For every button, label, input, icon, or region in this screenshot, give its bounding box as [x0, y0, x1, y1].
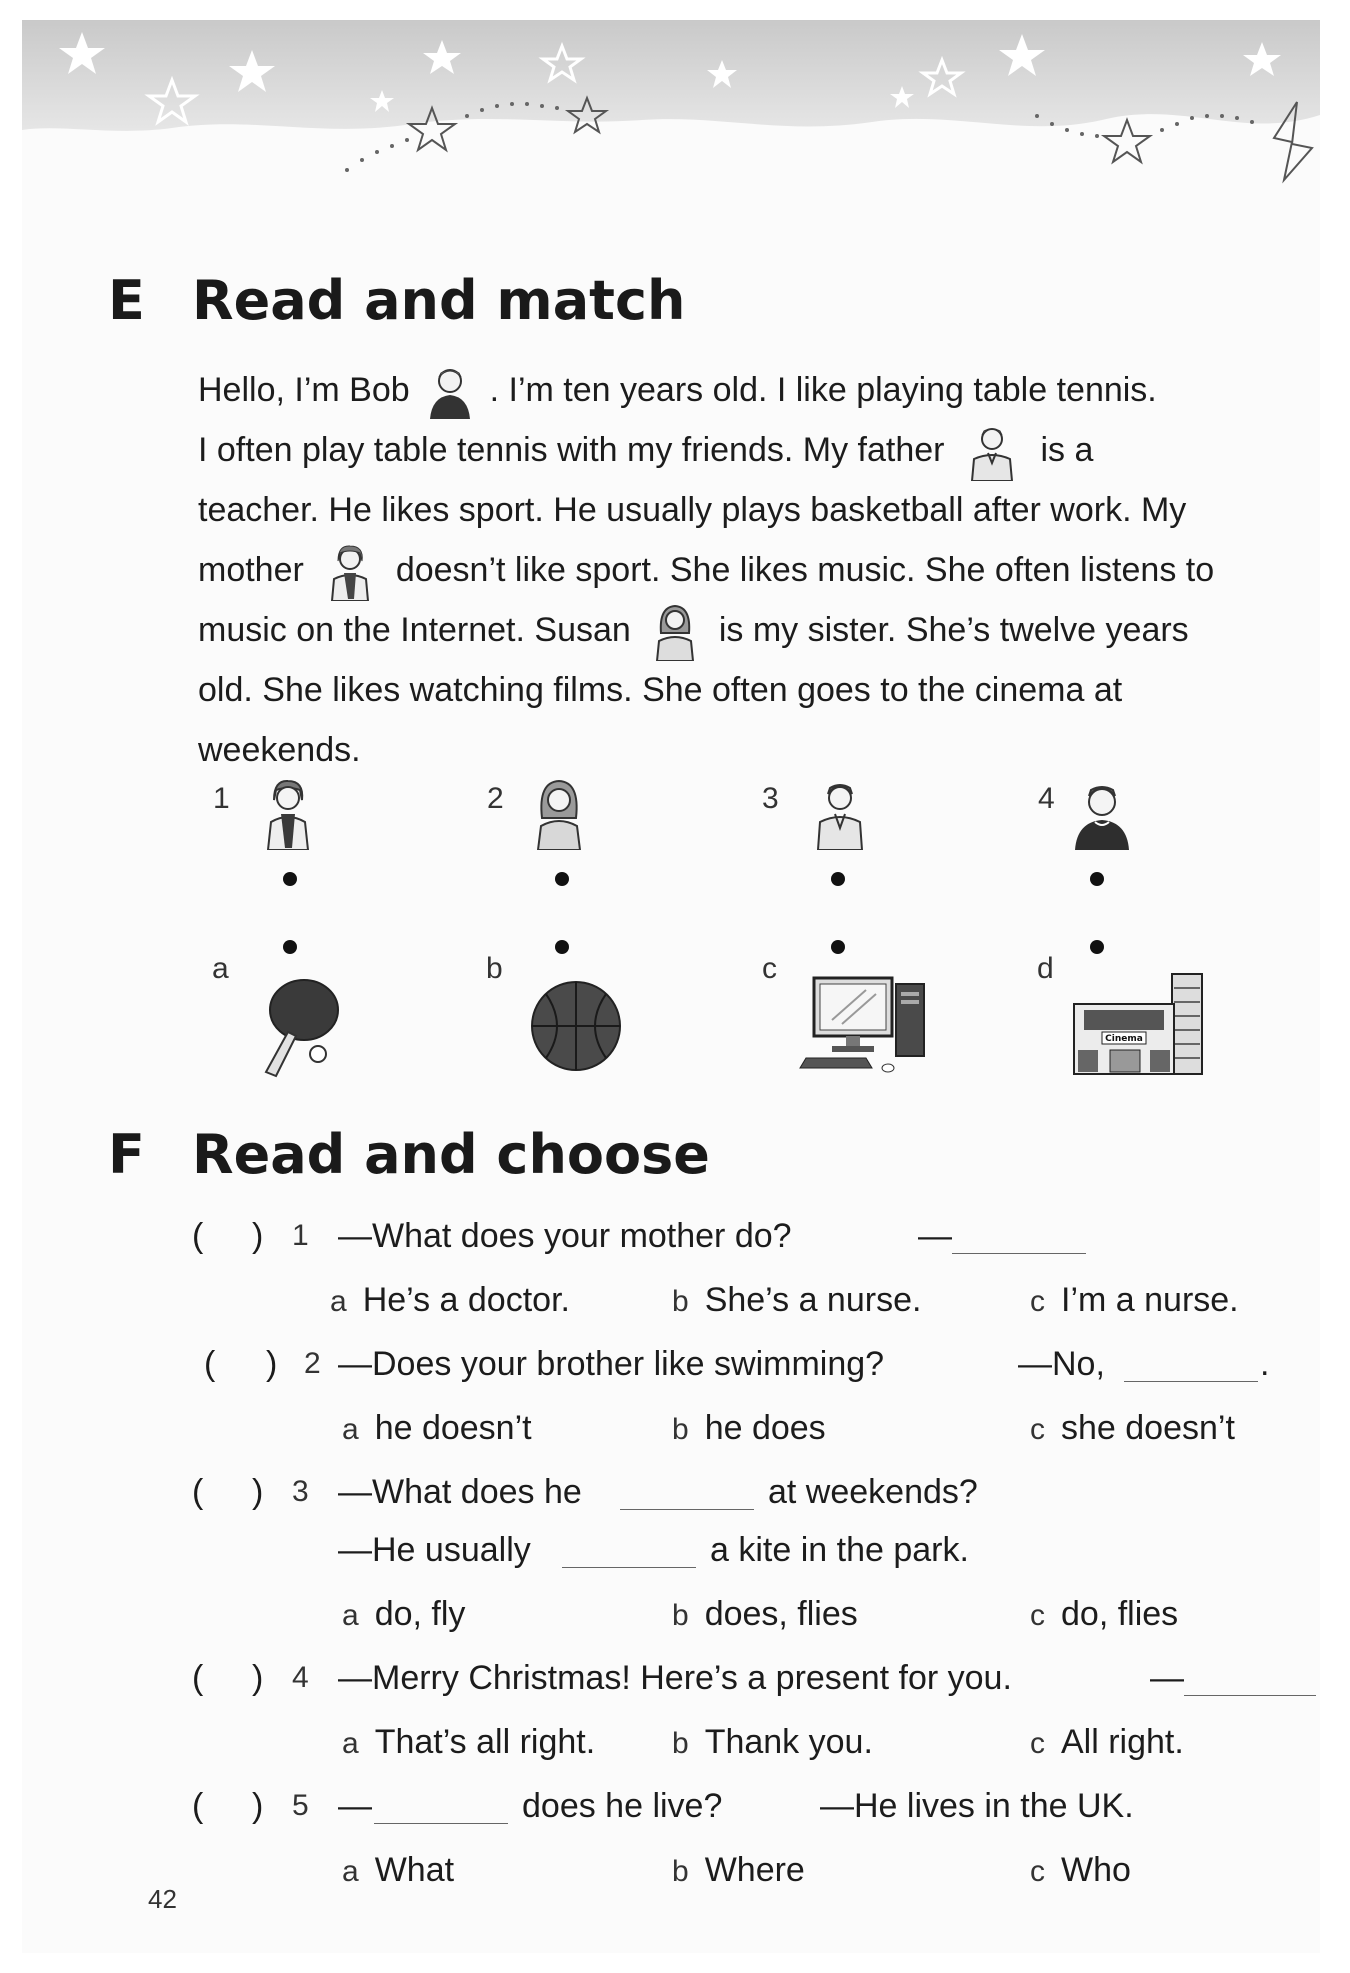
passage-line: [198, 480, 1318, 540]
match-dot-top-2[interactable]: [555, 872, 569, 886]
passage-text: old. She likes watching films. She often goes to the cinema at: [198, 671, 1123, 709]
bob-portrait-icon: [1071, 778, 1133, 850]
option-1b: [672, 1280, 921, 1322]
option-letter: a: [330, 1285, 347, 1318]
match-dot-bottom-b[interactable]: [555, 940, 569, 954]
star-banner-decoration: [22, 20, 1320, 210]
option-letter: a: [342, 1727, 359, 1760]
option-letter: b: [672, 1285, 689, 1318]
option-5c: [1030, 1850, 1131, 1892]
option-4a: [342, 1722, 595, 1764]
person-number-4: 4: [1038, 782, 1055, 815]
passage-text: . I’m ten years old. I like playing table tennis.: [489, 371, 1157, 409]
person-number-3: 3: [762, 782, 779, 815]
option-text: Thank you.: [704, 1723, 873, 1761]
option-1c: [1030, 1280, 1239, 1322]
question-number-4: 4: [292, 1661, 309, 1694]
section-f-letter: F: [108, 1123, 145, 1186]
answer-blank[interactable]: [374, 1822, 508, 1824]
susan-small-icon: [649, 603, 701, 661]
option-text: do, flies: [1061, 1595, 1179, 1633]
question-5-reply: —He lives in the UK.: [820, 1787, 1134, 1825]
passage-text: teacher. He likes sport. He usually plays basketball after work. My: [198, 491, 1187, 529]
answer-blank[interactable]: [1124, 1380, 1258, 1382]
passage-line: [198, 600, 1318, 660]
match-dot-top-4[interactable]: [1090, 872, 1104, 886]
option-letter: b: [672, 1855, 689, 1888]
question-4-text: —Merry Christmas! Here’s a present for you.: [338, 1659, 1012, 1697]
option-4b: [672, 1722, 873, 1764]
option-text: He’s a doctor.: [362, 1281, 570, 1319]
option-text: do, fly: [374, 1595, 466, 1633]
passage-text: is my sister. She’s twelve years: [718, 611, 1189, 649]
answer-blank[interactable]: [952, 1252, 1086, 1254]
match-dot-top-3[interactable]: [831, 872, 845, 886]
option-text: I’m a nurse.: [1061, 1281, 1239, 1319]
option-5a: [342, 1850, 454, 1892]
option-letter: a: [342, 1599, 359, 1632]
option-letter: a: [342, 1413, 359, 1446]
person-number-2: 2: [487, 782, 504, 815]
option-4c: [1030, 1722, 1184, 1764]
picture-letter-b: b: [486, 952, 503, 985]
passage-text: mother: [198, 551, 304, 589]
passage-text: Hello, I’m Bob: [198, 371, 410, 409]
answer-paren-open-3: (: [192, 1473, 204, 1511]
option-text: he doesn’t: [374, 1409, 532, 1447]
question-3-text-start: —What does he: [338, 1473, 582, 1511]
match-dot-bottom-d[interactable]: [1090, 940, 1104, 954]
page-number: 42: [148, 1884, 177, 1914]
basketball-icon: [528, 978, 624, 1074]
question-2-text: —Does your brother like swimming?: [338, 1345, 885, 1383]
option-letter: c: [1030, 1727, 1045, 1760]
answer-paren-open-5: (: [192, 1787, 204, 1825]
answer-paren-close-1[interactable]: ): [252, 1217, 264, 1255]
match-dot-top-1[interactable]: [283, 872, 297, 886]
passage-line: [198, 360, 1318, 420]
answer-blank[interactable]: [1184, 1694, 1316, 1696]
option-letter: b: [672, 1727, 689, 1760]
question-5-text: does he live?: [522, 1787, 723, 1825]
section-e-letter: E: [108, 269, 145, 332]
passage-line: [198, 420, 1318, 480]
answer-paren-close-5[interactable]: ): [252, 1787, 264, 1825]
question-number-1: 1: [292, 1219, 309, 1252]
question-1-reply-dash: —: [918, 1217, 952, 1255]
bob-small-icon: [424, 363, 476, 421]
father-portrait-icon: [812, 778, 868, 850]
option-letter: b: [672, 1413, 689, 1446]
answer-paren-close-3[interactable]: ): [252, 1473, 264, 1511]
answer-paren-open-2: (: [204, 1345, 216, 1383]
option-2a: [342, 1408, 532, 1450]
reading-passage: [198, 360, 1318, 780]
passage-text: I often play table tennis with my friends. My father: [198, 431, 945, 469]
option-text: What: [374, 1851, 455, 1889]
question-2-reply-period: .: [1260, 1345, 1270, 1383]
question-5-dash: —: [338, 1787, 372, 1825]
question-number-2: 2: [304, 1347, 321, 1380]
option-letter: c: [1030, 1855, 1045, 1888]
option-1a: [330, 1280, 570, 1322]
option-2c: [1030, 1408, 1235, 1450]
option-text: She’s a nurse.: [704, 1281, 922, 1319]
section-f-title: Read and choose: [192, 1123, 710, 1186]
option-letter: c: [1030, 1285, 1045, 1318]
match-dot-bottom-a[interactable]: [283, 940, 297, 954]
table-tennis-bat-icon: [252, 970, 342, 1080]
answer-blank[interactable]: [562, 1566, 696, 1568]
passage-line: [198, 660, 1318, 720]
option-text: Where: [704, 1851, 805, 1889]
cinema-building-icon: [1070, 970, 1206, 1078]
question-2-reply: —No,: [1018, 1345, 1105, 1383]
passage-text: music on the Internet. Susan: [198, 611, 631, 649]
answer-paren-open-4: (: [192, 1659, 204, 1697]
option-letter: b: [672, 1599, 689, 1632]
option-text: she doesn’t: [1061, 1409, 1235, 1447]
match-dot-bottom-c[interactable]: [831, 940, 845, 954]
picture-letter-a: a: [212, 952, 229, 985]
answer-paren-close-4[interactable]: ): [252, 1659, 264, 1697]
question-3-text-end: at weekends?: [768, 1473, 978, 1511]
question-number-5: 5: [292, 1789, 309, 1822]
option-letter: c: [1030, 1599, 1045, 1632]
passage-text: is a: [1040, 431, 1094, 469]
option-3a: [342, 1594, 465, 1636]
question-4-reply-dash: —: [1150, 1659, 1184, 1697]
mother-portrait-icon: [262, 778, 314, 850]
answer-paren-close-2[interactable]: ): [266, 1345, 278, 1383]
option-text: does, flies: [704, 1595, 858, 1633]
passage-text: doesn’t like sport. She likes music. She often listens to: [395, 551, 1215, 589]
mother-small-icon: [324, 543, 376, 601]
question-3-reply-start: —He usually: [338, 1531, 531, 1569]
father-small-icon: [966, 423, 1018, 481]
picture-letter-c: c: [762, 952, 777, 985]
option-text: All right.: [1061, 1723, 1184, 1761]
option-letter: a: [342, 1855, 359, 1888]
question-3-reply-end: a kite in the park.: [710, 1531, 969, 1569]
computer-icon: [796, 970, 936, 1078]
question-1-text: —What does your mother do?: [338, 1217, 792, 1255]
answer-paren-open-1: (: [192, 1217, 204, 1255]
question-number-3: 3: [292, 1475, 309, 1508]
option-text: Who: [1061, 1851, 1131, 1889]
option-text: That’s all right.: [374, 1723, 596, 1761]
passage-line: [198, 720, 1318, 780]
susan-portrait-icon: [532, 778, 586, 850]
answer-blank[interactable]: [620, 1508, 754, 1510]
option-3c: [1030, 1594, 1178, 1636]
option-letter: c: [1030, 1413, 1045, 1446]
option-5b: [672, 1850, 805, 1892]
cinema-sign-text: Cinema: [1105, 1034, 1143, 1044]
picture-letter-d: d: [1037, 952, 1054, 985]
option-2b: [672, 1408, 826, 1450]
option-3b: [672, 1594, 858, 1636]
passage-text: weekends.: [198, 731, 361, 769]
passage-line: [198, 540, 1318, 600]
section-e-title: Read and match: [192, 269, 686, 332]
person-number-1: 1: [213, 782, 230, 815]
option-text: he does: [704, 1409, 826, 1447]
